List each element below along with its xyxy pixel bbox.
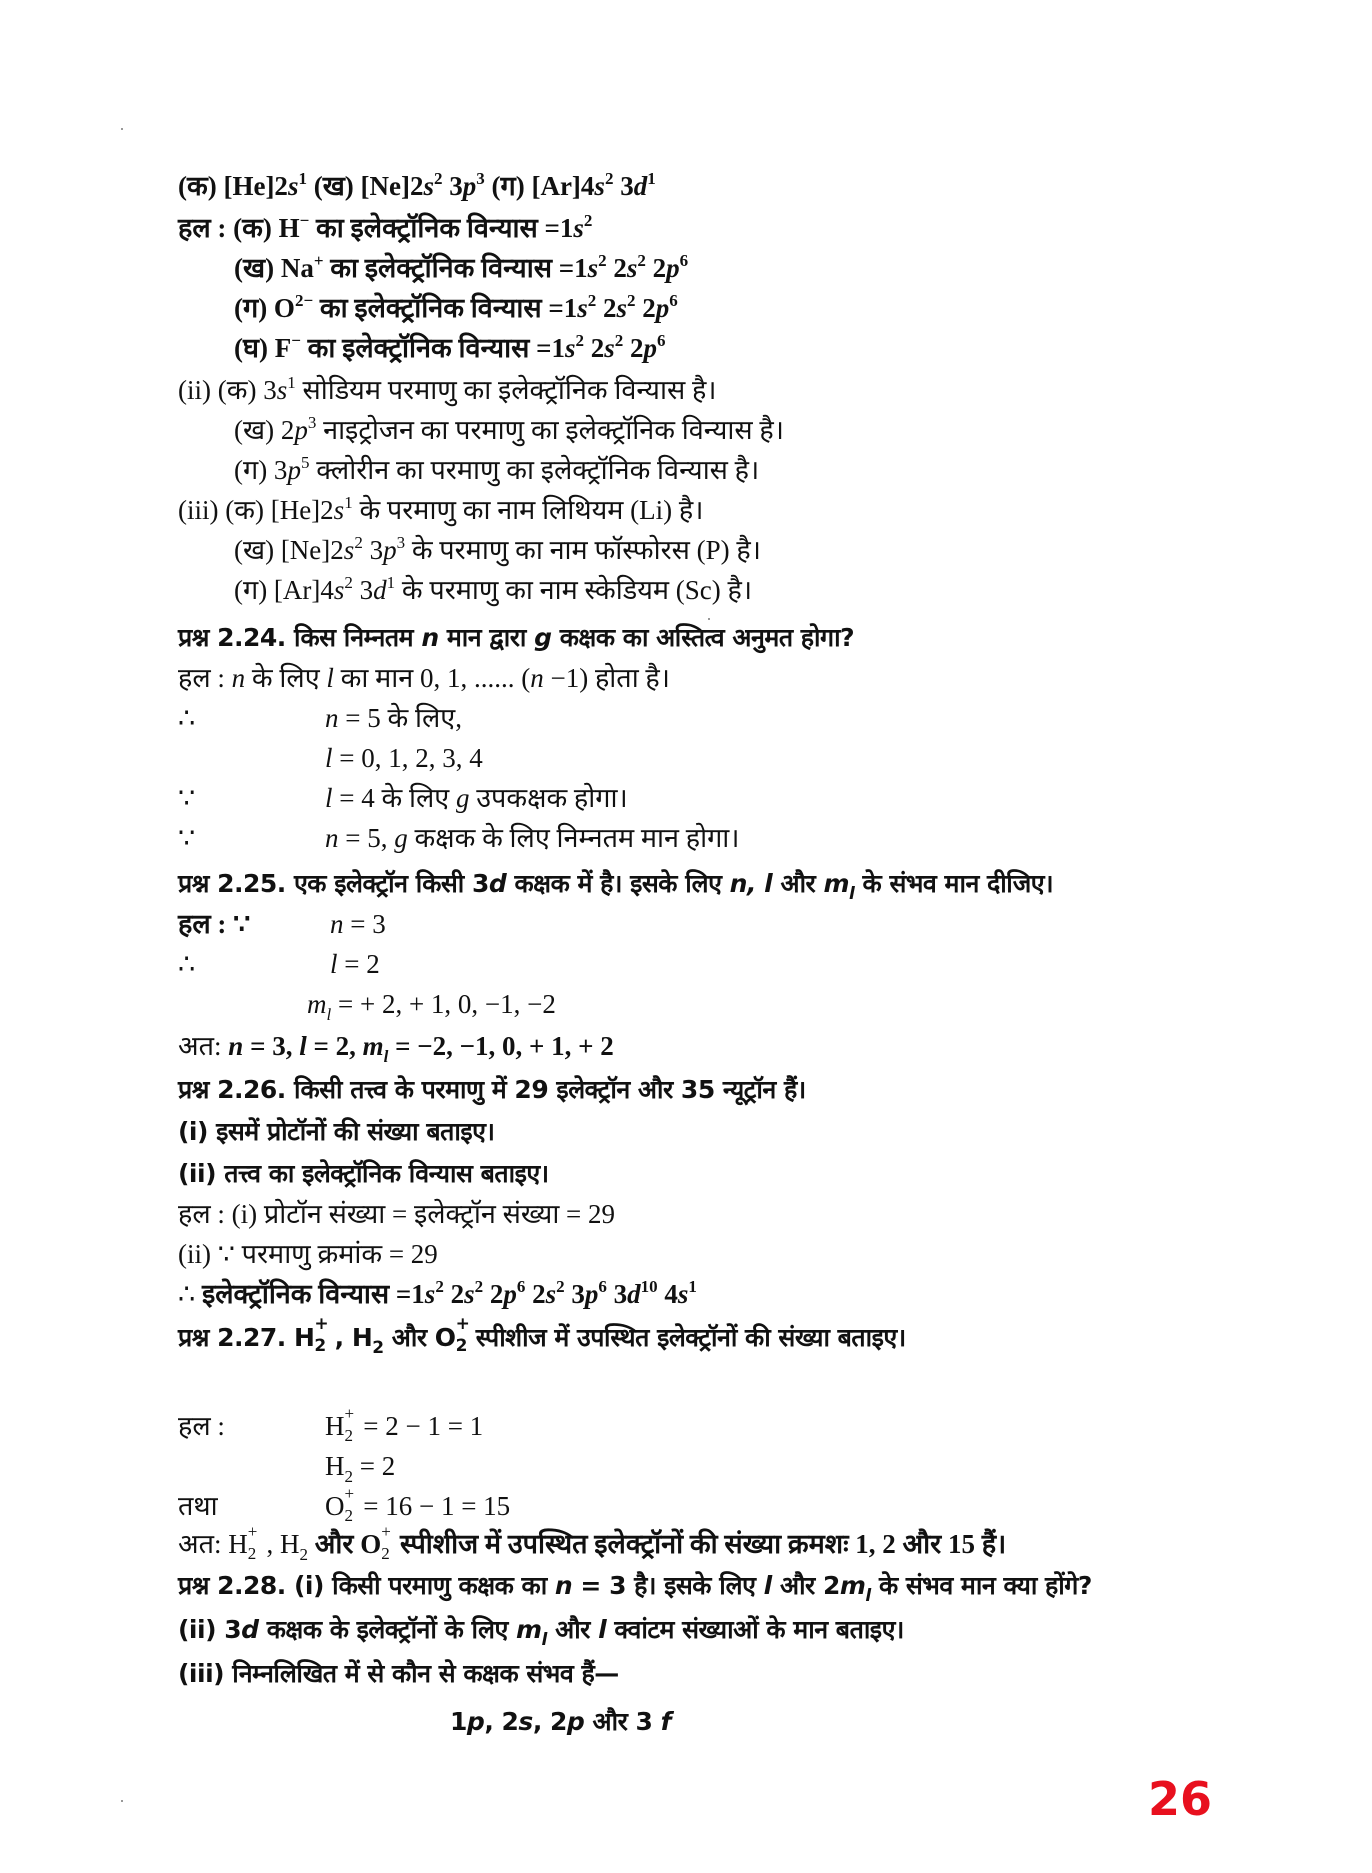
text-segment: हल : (i) प्रोटॉन संख्या = इलेक्ट्रॉन संख्या = 29 bbox=[178, 1199, 616, 1229]
text-segment: 2 bbox=[344, 1467, 353, 1486]
text-line bbox=[234, 534, 761, 566]
text-segment: f bbox=[660, 1707, 672, 1736]
text-segment: p bbox=[643, 333, 657, 363]
text-segment: m bbox=[362, 1031, 384, 1061]
text-segment: + 2 bbox=[381, 1522, 391, 1563]
text-segment: का इलेक्ट्रॉनिक विन्यास =1 bbox=[300, 333, 565, 363]
question-heading bbox=[178, 1158, 549, 1190]
text-line bbox=[178, 374, 717, 406]
text-segment: p bbox=[383, 535, 397, 565]
text-line bbox=[325, 782, 628, 814]
text-segment: ∴ bbox=[178, 949, 196, 979]
text-segment: p bbox=[287, 455, 301, 485]
text-segment: p bbox=[655, 293, 670, 323]
text-line bbox=[178, 170, 656, 202]
text-segment: p bbox=[666, 253, 680, 283]
text-line bbox=[178, 662, 670, 694]
text-segment: स्पीशीज में उपस्थित इलेक्ट्रॉनों की संख्या क्रमशः 1, 2 और 15 हैं। bbox=[393, 1529, 1007, 1559]
text-segment: (iii) निम्नलिखित में से कौन से कक्षक संभव हैं— bbox=[178, 1659, 619, 1688]
text-segment: , H bbox=[259, 1529, 300, 1559]
text-segment: 1 bbox=[298, 169, 307, 188]
text-segment: s bbox=[587, 253, 599, 283]
text-line bbox=[178, 1238, 438, 1270]
text-segment: प्रश्न 2.26. किसी तत्त्व के परमाणु में 29 इलेक्ट्रॉन और 35 न्यूट्रॉन हैं। bbox=[178, 1075, 806, 1104]
text-segment: 6 bbox=[598, 1277, 607, 1296]
text-segment: m bbox=[515, 1615, 542, 1644]
text-segment: [Ar]4 bbox=[531, 171, 595, 201]
text-segment: m bbox=[839, 1571, 866, 1600]
text-segment: H bbox=[325, 1451, 345, 1481]
text-segment: प्रश्न 2.25. एक इलेक्ट्रॉन किसी 3 bbox=[178, 869, 489, 898]
text-segment: (ii) ∵ परमाणु क्रमांक = 29 bbox=[178, 1239, 438, 1269]
text-segment: g bbox=[394, 823, 408, 853]
text-segment: (ii) 3 bbox=[178, 1615, 242, 1644]
text-segment: 2 bbox=[344, 573, 353, 592]
text-segment: d bbox=[627, 1279, 641, 1309]
text-segment: 3 bbox=[307, 413, 317, 432]
text-segment: s bbox=[573, 213, 584, 243]
text-segment: 2 bbox=[627, 291, 636, 310]
text-segment: l bbox=[865, 1586, 871, 1606]
text-line bbox=[178, 948, 195, 980]
text-segment: (ग) bbox=[484, 171, 532, 201]
text-segment: 2 bbox=[583, 333, 605, 363]
text-line bbox=[178, 1198, 615, 1230]
text-segment: 1 bbox=[287, 373, 296, 392]
text-segment: का मान 0, 1, ...... ( bbox=[333, 663, 531, 693]
text-segment: 1 bbox=[386, 573, 396, 592]
text-segment: s bbox=[464, 1279, 475, 1309]
text-segment: s bbox=[333, 575, 345, 605]
text-segment: + 2 bbox=[314, 1314, 329, 1356]
text-segment: l bbox=[325, 783, 333, 813]
text-segment: (ii) तत्त्व का इलेक्ट्रॉनिक विन्यास बताइए। bbox=[178, 1159, 549, 1188]
text-line bbox=[234, 292, 678, 324]
text-segment: ∴ bbox=[178, 703, 196, 733]
text-segment: 2 bbox=[614, 331, 624, 350]
text-segment: अत: H bbox=[178, 1529, 248, 1559]
text-line bbox=[178, 782, 195, 814]
text-segment: s bbox=[594, 171, 605, 201]
scan-speck bbox=[121, 128, 123, 130]
text-segment: l bbox=[383, 1047, 389, 1066]
text-segment: d bbox=[241, 1615, 259, 1644]
text-segment: क्वांटम संख्याओं के मान बताइए। bbox=[606, 1615, 904, 1644]
text-segment: l bbox=[541, 1630, 547, 1650]
text-segment: p bbox=[566, 1707, 585, 1736]
question-heading bbox=[178, 622, 854, 654]
text-segment: 2− bbox=[294, 291, 314, 310]
text-line bbox=[178, 1522, 1007, 1564]
text-segment: स्पीशीज में उपस्थित इलेक्ट्रॉनों की संख्या बताइए। bbox=[467, 1323, 906, 1352]
text-segment: s bbox=[545, 1279, 557, 1309]
text-segment: p bbox=[294, 415, 308, 445]
text-segment: 2 bbox=[474, 1277, 484, 1296]
text-segment: (ग) 3 bbox=[234, 455, 288, 485]
text-segment: 2 bbox=[575, 331, 584, 350]
text-segment: 2 bbox=[299, 1545, 309, 1564]
text-segment: [He]2 bbox=[223, 171, 288, 201]
text-segment: हल : bbox=[178, 1411, 225, 1441]
text-segment: (ख) Na bbox=[234, 253, 314, 283]
text-segment: = 5 के लिए, bbox=[338, 703, 462, 733]
text-line bbox=[307, 988, 556, 1024]
question-heading bbox=[178, 1570, 1092, 1606]
text-segment: और bbox=[546, 1615, 599, 1644]
text-segment: [Ne]2 bbox=[360, 171, 424, 201]
text-segment: n bbox=[530, 663, 544, 693]
text-segment: + 2 bbox=[344, 1484, 355, 1525]
scan-speck bbox=[121, 1800, 123, 1802]
text-segment: 2 bbox=[443, 1279, 465, 1309]
text-line bbox=[178, 702, 195, 734]
text-segment: (ii) (क) 3 bbox=[178, 375, 277, 405]
text-segment: 1 bbox=[688, 1277, 697, 1296]
text-segment: और 2 bbox=[771, 1571, 840, 1600]
text-segment: l bbox=[326, 1005, 332, 1024]
text-segment: 6 bbox=[679, 251, 689, 270]
text-line bbox=[234, 574, 752, 606]
text-segment: + 2 bbox=[455, 1314, 470, 1356]
text-line bbox=[325, 742, 483, 774]
text-segment: s bbox=[333, 495, 345, 525]
text-segment: 5 bbox=[300, 453, 310, 472]
text-line bbox=[178, 212, 592, 244]
text-segment: p bbox=[462, 171, 477, 201]
text-segment: = 2 bbox=[337, 949, 380, 979]
text-segment: = 2 bbox=[353, 1451, 396, 1481]
text-segment: 3 bbox=[442, 171, 463, 201]
text-segment: 1 bbox=[647, 169, 656, 188]
text-segment: मान द्वारा bbox=[438, 623, 535, 652]
text-segment: ∵ bbox=[178, 783, 196, 813]
text-line bbox=[234, 414, 784, 446]
text-segment: 6 bbox=[669, 291, 678, 310]
text-segment: 2 bbox=[556, 1277, 565, 1296]
text-line bbox=[178, 1278, 697, 1310]
text-segment: 2 bbox=[372, 1338, 384, 1358]
text-segment: के लिए bbox=[245, 663, 327, 693]
text-line bbox=[178, 1490, 218, 1522]
text-segment: (iii) (क) [He]2 bbox=[178, 495, 334, 525]
text-segment: , 2 bbox=[484, 1707, 519, 1736]
text-segment: = 2, bbox=[306, 1031, 363, 1061]
text-segment: p bbox=[584, 1279, 599, 1309]
text-segment: के परमाणु का नाम लिथियम (Li) है। bbox=[352, 495, 704, 525]
text-line bbox=[330, 908, 386, 940]
text-segment: n bbox=[231, 663, 246, 693]
text-segment: s bbox=[287, 171, 299, 201]
text-segment: अत: bbox=[178, 1031, 229, 1061]
text-segment: s bbox=[518, 1707, 533, 1736]
text-segment: l bbox=[299, 1031, 307, 1061]
text-segment: n bbox=[325, 703, 339, 733]
text-segment: 2 bbox=[435, 1277, 444, 1296]
text-segment: का इलेक्ट्रॉनिक विन्यास =1 bbox=[323, 253, 588, 283]
text-segment: l bbox=[326, 663, 334, 693]
text-segment: (घ) F bbox=[234, 333, 292, 363]
text-segment: l bbox=[330, 949, 338, 979]
text-segment: ∵ bbox=[178, 823, 196, 853]
question-heading bbox=[178, 1314, 906, 1358]
text-segment: कक्षक में है। इसके लिए bbox=[506, 869, 730, 898]
text-segment: 2 bbox=[483, 1279, 504, 1309]
text-line bbox=[330, 948, 380, 980]
scan-speck bbox=[708, 618, 710, 620]
text-segment: 2 bbox=[525, 1279, 546, 1309]
text-segment: + 2 bbox=[247, 1522, 258, 1563]
text-segment: 2 bbox=[583, 211, 593, 230]
text-segment: कक्षक के लिए निम्नतम मान होगा। bbox=[407, 823, 740, 853]
text-segment: क्लोरीन का परमाणु का इलेक्ट्रॉनिक विन्यास है। bbox=[309, 455, 760, 485]
question-heading bbox=[178, 1116, 494, 1148]
text-segment: 3 bbox=[396, 533, 406, 552]
text-segment: 1 bbox=[344, 493, 353, 512]
text-segment: H bbox=[325, 1411, 345, 1441]
text-segment: p bbox=[466, 1707, 485, 1736]
text-segment: − bbox=[299, 211, 310, 230]
text-segment: = 5, bbox=[338, 823, 395, 853]
text-segment: n, l bbox=[729, 869, 773, 898]
text-segment: प्रश्न 2.24. किस निम्नतम bbox=[178, 623, 422, 652]
text-segment: के परमाणु का नाम स्केडियम (Sc) है। bbox=[395, 575, 753, 605]
text-segment: (ख) bbox=[306, 171, 361, 201]
text-line bbox=[234, 332, 666, 364]
text-segment: हल : ∵ bbox=[178, 909, 251, 939]
text-segment: + 2 bbox=[344, 1404, 355, 1445]
text-segment: 2 bbox=[596, 293, 617, 323]
text-line bbox=[325, 1450, 396, 1486]
text-segment: l bbox=[325, 743, 333, 773]
text-segment: 2 bbox=[606, 253, 627, 283]
text-segment: = 3, bbox=[243, 1031, 300, 1061]
question-heading bbox=[450, 1706, 671, 1738]
text-segment: और bbox=[772, 869, 824, 898]
text-line bbox=[325, 822, 740, 854]
text-segment: के संभव मान क्या होंगे? bbox=[870, 1571, 1092, 1600]
text-segment: s bbox=[577, 293, 588, 323]
text-segment: (ख) 2 bbox=[234, 415, 295, 445]
text-segment: s bbox=[604, 333, 615, 363]
question-heading bbox=[178, 1614, 904, 1650]
text-line bbox=[178, 494, 703, 526]
text-segment: s bbox=[626, 253, 638, 283]
text-segment: का इलेक्ट्रॉनिक विन्यास =1 bbox=[313, 293, 578, 323]
text-segment: के संभव मान दीजिए। bbox=[854, 869, 1054, 898]
text-segment: = 4 के लिए bbox=[332, 783, 456, 813]
text-segment: 2 bbox=[598, 251, 607, 270]
text-segment: = 2 − 1 = 1 bbox=[356, 1411, 484, 1441]
page-number: 26 bbox=[1148, 1772, 1213, 1826]
text-segment: n bbox=[228, 1031, 244, 1061]
text-segment: n bbox=[325, 823, 339, 853]
text-segment: और O bbox=[383, 1323, 456, 1352]
text-segment: l bbox=[598, 1615, 607, 1644]
text-segment: का इलेक्ट्रॉनिक विन्यास =1 bbox=[309, 213, 574, 243]
text-segment: 3 bbox=[606, 1279, 628, 1309]
text-segment: = 16 − 1 = 15 bbox=[356, 1491, 511, 1521]
text-segment: 3 bbox=[564, 1279, 585, 1309]
text-segment: g bbox=[455, 783, 470, 813]
text-segment: s bbox=[564, 333, 576, 363]
text-segment: s bbox=[276, 375, 288, 405]
text-segment: (क) bbox=[178, 171, 224, 201]
text-segment: O bbox=[325, 1491, 345, 1521]
text-segment: , 2 bbox=[532, 1707, 567, 1736]
text-segment: m bbox=[307, 989, 327, 1019]
text-segment: कक्षक के इलेक्ट्रॉनों के लिए bbox=[258, 1615, 516, 1644]
text-segment: 2 bbox=[623, 333, 644, 363]
text-segment: 2 bbox=[587, 291, 597, 310]
text-segment: g bbox=[534, 623, 552, 652]
text-segment: कक्षक का अस्तित्व अनुमत होगा? bbox=[551, 623, 855, 652]
text-segment: और O bbox=[308, 1529, 382, 1559]
text-segment: 10 bbox=[640, 1277, 658, 1296]
text-segment: d bbox=[373, 575, 387, 605]
question-heading bbox=[178, 868, 1054, 904]
text-segment: 2 bbox=[434, 169, 443, 188]
text-segment: के परमाणु का नाम फॉस्फोरस (P) है। bbox=[405, 535, 761, 565]
text-line bbox=[325, 1484, 511, 1525]
text-segment: −1) होता है। bbox=[543, 663, 671, 693]
text-segment: d bbox=[488, 869, 507, 898]
text-segment: 6 bbox=[657, 331, 666, 350]
text-segment: n bbox=[421, 623, 439, 652]
text-segment: = −2, −1, 0, + 1, + 2 bbox=[388, 1031, 614, 1061]
text-segment: (ख) [Ne]2 bbox=[234, 535, 344, 565]
text-segment: m bbox=[823, 869, 850, 898]
text-segment: p bbox=[503, 1279, 517, 1309]
text-segment: s bbox=[424, 1279, 436, 1309]
text-segment: 3 bbox=[352, 575, 374, 605]
text-segment: s bbox=[423, 171, 435, 201]
text-segment: = + 2, + 1, 0, −1, −2 bbox=[331, 989, 556, 1019]
text-segment: 2 bbox=[354, 533, 363, 552]
question-heading bbox=[178, 1658, 619, 1690]
text-segment: और 3 bbox=[584, 1707, 661, 1736]
text-segment: हल : (क) H bbox=[178, 213, 300, 243]
text-segment: 6 bbox=[516, 1277, 526, 1296]
text-segment: − bbox=[291, 331, 301, 350]
text-line bbox=[234, 454, 759, 486]
text-segment: इलेक्ट्रॉनिक विन्यास =1 bbox=[201, 1279, 425, 1309]
text-segment: s bbox=[616, 293, 627, 323]
text-line bbox=[325, 1404, 484, 1445]
text-segment: 3 bbox=[613, 171, 634, 201]
text-line bbox=[178, 908, 250, 940]
text-segment: नाइट्रोजन का परमाणु का इलेक्ट्रॉनिक विन्यास है। bbox=[316, 415, 784, 445]
text-segment: n bbox=[554, 1571, 573, 1600]
text-segment: हल : bbox=[178, 663, 232, 693]
text-segment: = 3 bbox=[343, 909, 386, 939]
text-segment: s bbox=[343, 535, 355, 565]
text-segment: d bbox=[633, 171, 648, 201]
text-segment: उपकक्षक होगा। bbox=[469, 783, 628, 813]
text-line bbox=[234, 252, 688, 284]
text-segment: 2 bbox=[645, 253, 667, 283]
text-segment: तथा bbox=[178, 1491, 218, 1521]
text-segment: ∴ bbox=[178, 1279, 202, 1309]
text-segment: 2 bbox=[604, 169, 614, 188]
text-line bbox=[325, 702, 462, 734]
text-segment: प्रश्न 2.28. (i) किसी परमाणु कक्षक का bbox=[178, 1571, 555, 1600]
text-segment: (i) इसमें प्रोटॉनों की संख्या बताइए। bbox=[178, 1117, 495, 1146]
text-segment: = 3 है। इसके लिए bbox=[572, 1571, 764, 1600]
text-segment: प्रश्न 2.27. H bbox=[178, 1323, 315, 1352]
text-segment: 3 bbox=[476, 169, 485, 188]
text-segment: 1 bbox=[450, 1707, 467, 1736]
text-segment: (ग) [Ar]4 bbox=[234, 575, 334, 605]
text-segment: = 0, 1, 2, 3, 4 bbox=[332, 743, 483, 773]
text-segment: 2 bbox=[637, 251, 646, 270]
text-segment: 4 bbox=[657, 1279, 678, 1309]
question-heading bbox=[178, 1074, 806, 1106]
text-segment: s bbox=[677, 1279, 689, 1309]
text-line bbox=[178, 1030, 614, 1066]
text-segment: n bbox=[330, 909, 344, 939]
text-segment: l bbox=[849, 884, 855, 904]
text-segment: (ग) O bbox=[234, 293, 295, 323]
text-segment: , H bbox=[326, 1323, 373, 1352]
text-segment: 3 bbox=[362, 535, 384, 565]
text-segment: 2 bbox=[635, 293, 656, 323]
text-line bbox=[178, 1410, 225, 1442]
text-line bbox=[178, 822, 195, 854]
text-segment: सोडियम परमाणु का इलेक्ट्रॉनिक विन्यास है। bbox=[295, 375, 717, 405]
text-segment: + bbox=[313, 251, 324, 270]
text-segment: l bbox=[763, 1571, 772, 1600]
